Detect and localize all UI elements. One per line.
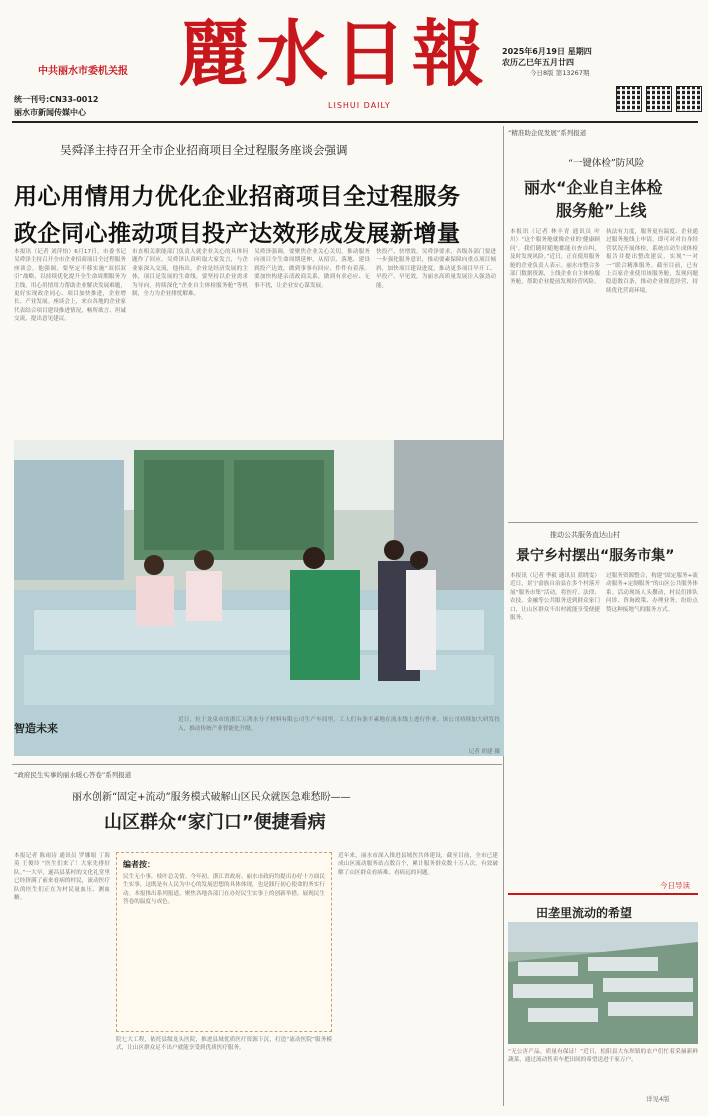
photo-label: 智造未来 [14, 722, 58, 735]
bottom-body-col: 近年来，丽水市深入推进县域医共体建设，截至目前，全市已建成山区流动服务站点数百个，累计服务群众数十万人次，有效破解了山区群众看病难、看病远的问题。 [338, 853, 498, 876]
today-headline[interactable]: 田垄里流动的希望 [536, 906, 633, 920]
section-divider [12, 764, 502, 765]
mid-body-col: 本报讯（记者 季毅 通讯员 蓝晓雯）近日，景宁畲族自治县在多个村落开展“服务市集”活动，将医疗、法律、农技、金融等公共服务送到群众家门口，让山区群众不出村就能享受便捷服务。 [510, 573, 600, 622]
photo-caption: 近日，位于龙泉市的浙江万鸿水分子材料有限公司生产车间里，工人们有条不紊地在流水线上进行作业。该公司持续加大研发投入，推动传统产业智能化升级。 [178, 717, 500, 732]
lead-headline-1[interactable]: 用心用情用力优化企业招商项目全过程服务 [14, 184, 461, 210]
issue-number: 今日8版 第13267期 [530, 69, 590, 77]
right-headline-1[interactable]: 丽水“企业自主体检 [524, 178, 663, 197]
issue-date: 2025年6月19日 星期四 [502, 47, 592, 56]
logo-english: LISHUI DAILY [328, 101, 391, 110]
editor-note-body: 民生无小事，枝叶总关情。今年初，浙江省政府、丽水市政府均提出办好十方面民生实事，这既是有人民为中心的发展思想的具体体现，也是践行初心使命的务实行动。本报推出系列报道，聚焦各地各部门在办好民生实事上的创新举措，展现民生答卷的温度与成色。 [123, 874, 325, 906]
editor-note-title: 编者按： [123, 860, 155, 869]
issn-label: 统一刊号:CN33-0012 [14, 95, 99, 104]
mid-headline[interactable]: 景宁乡村摆出“服务市集” [516, 548, 675, 564]
series-label: “精准助企促发展”系列报道 [508, 129, 587, 137]
bottom-subhead: 丽水创新“固定+流动”服务模式破解山区民众就医急难愁盼—— [72, 792, 351, 803]
greenhouse-photo[interactable] [508, 922, 698, 1044]
qr-code-icon[interactable] [676, 86, 702, 112]
series-label: “政府民生实事的丽水暖心答卷”系列报道 [14, 771, 132, 779]
today-page-ref[interactable]: 详见4版 [646, 1095, 670, 1103]
masthead-divider [12, 121, 698, 123]
section-divider [508, 522, 698, 523]
org-label: 中共丽水市委机关报 [38, 66, 128, 77]
lead-body-col: 本报讯（记者 刘萍怡）6月17日，市委书记吴舜泽主持召开全市企业招商项目全过程服务座谈会，他强调，要坚定不移实施“双招双引”战略，以持续优化提升全生命周期服务为主线，用心用情用力帮助企业解决发展难题，更好实现政企同心、项目加快推进，企业增长、产业发展。座谈会上，来自各地的企业家代表结合项目建设推进情况，畅所欲言、坦诚交流，提出意见建议。 [14, 249, 126, 323]
right-body-col: 执法有力度，服务更有温度。企业通过服务舱线上申请，即可对对自身经营状况开展体检，系统自动生成体检报告并提出整改建议，实现“一对一”联合精准服务。截至目前，已有上百家企业使用该服务舱，发现问题隐患数百条，推动企业规范经营，持续优化营商环境。 [606, 229, 698, 294]
editor-note [116, 852, 332, 1032]
today-guide-bar [508, 893, 698, 895]
today-guide-label: 今日导读 [660, 881, 690, 890]
lead-body-col: 市直相关职能部门负责人就企业关心的具体问题作了回应。吴舜泽认真听取大家发言，与企业家深入交流，他指出，企业是经济发展的主体，项目是发展的生命线。要坚持以企业需求为导向，持续深化“企业自主体检服务舱”等机制，全力为企业排忧解难。 [132, 249, 248, 298]
lead-body-col: 吴舜泽强调，要聚焦企业关心关切，推动服务向项目全生命周期延伸，从招引、落地、建设到投产达效，做到事事有回应、件件有着落。要加快构建亲清政商关系，做到有求必应、无事不扰，让企业安心谋发展。 [254, 249, 370, 289]
photo-credit: 记者 胡建 摄 [468, 749, 500, 755]
lead-subhead: 吴舜泽主持召开全市企业招商项目全过程服务座谈会强调 [60, 143, 348, 157]
lunar-date: 农历乙巳年五月廿四 [502, 58, 574, 67]
bottom-headline[interactable]: 山区群众“家门口”便捷看病 [104, 812, 326, 833]
factory-photo [14, 440, 504, 756]
qr-code-icon[interactable] [646, 86, 672, 112]
mid-body-col: 过服务资源整合，构建“固定服务+流动服务+定制服务”的山区公共服务体系。活动现场人头攒动，村民们排队问诊、咨询政策、办理业务，纷纷点赞这种接地气的服务方式。 [606, 573, 698, 613]
bottom-body-col: 院七大工程，依托县级龙头医院，推进县域优质医疗资源下沉，打造“流动医院”服务模式，让山区群众足不出户就能享受到优质医疗服务。 [116, 1037, 332, 1052]
lead-body-col: 快投产、快增效。吴舜泽要求，各级各部门要进一步强化服务意识，推动要素保障向重点项目倾斜，加快项目建设进度，推动更多项目早开工、早投产、早见效，为丽水高质量发展注入强劲动能。 [376, 249, 496, 289]
lead-headline-2[interactable]: 政企同心推动项目投产达效形成发展新增量 [14, 221, 461, 247]
right-headline-2[interactable]: 服务舱”上线 [556, 201, 647, 220]
qr-code-icon[interactable] [616, 86, 642, 112]
right-kicker: “一键体检”防风险 [568, 158, 645, 169]
right-body-col: 本报讯（记者 林丰青 通讯员 叶川）“这个服务舱就像企业的‘健康顾问’，我们随时随地都能自查自纠，及时发现风险。”近日，正在使用服务舱的企业负责人表示。丽水市整合多部门数据资源，上线企业自主体检服务舱，帮助企业提前发现经营风险。 [510, 229, 600, 286]
bottom-body-col: 本报记者 陈雨诗 通讯员 罗娜娟 丁海英 王俊玲 “医生们来了！大家先排好队。”一大早，遂昌县某村的文化礼堂里已经挤满了前来看病的村民，流动医疗队的医生们正在为村民量血压、测血糖。 [14, 853, 110, 902]
mid-subhead: 推动公共服务直达山村 [550, 531, 620, 539]
publisher-label: 丽水市新闻传媒中心 [14, 108, 86, 117]
today-caption: “无公害产品，质量有保证！”近日，松阳县大东坝镇的农户们忙着采摘新鲜蔬菜，通过流动售卖车把田间的希望送进千家万户。 [508, 1049, 698, 1064]
newspaper-logo: 麗水日報 [178, 11, 491, 96]
